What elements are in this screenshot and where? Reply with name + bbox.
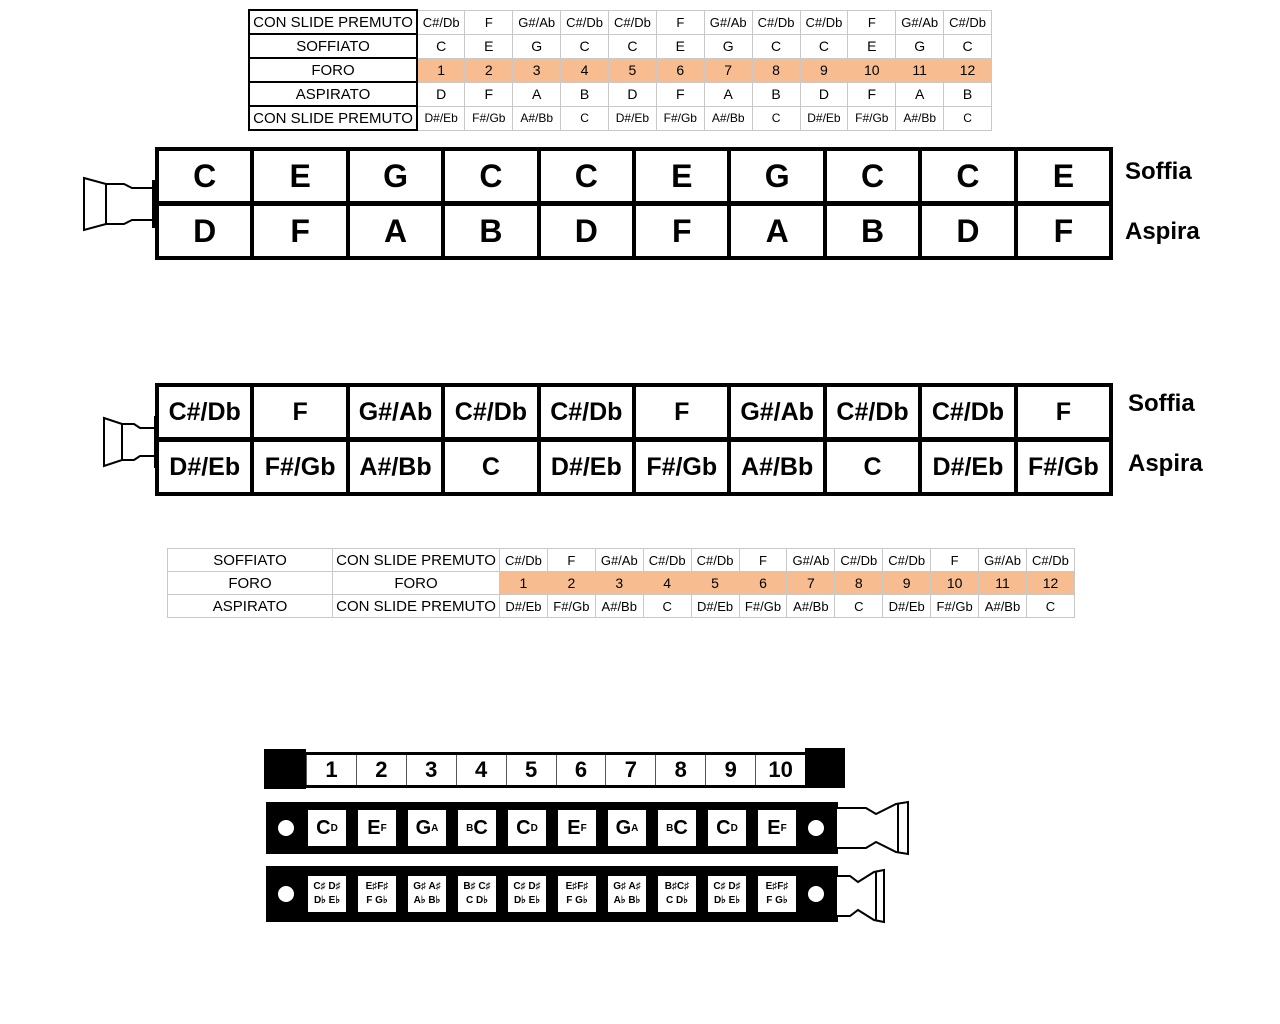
row-label: ASPIRATO (168, 595, 333, 618)
row-label: CON SLIDE PREMUTO (249, 10, 417, 34)
hole-number-row (249, 58, 992, 82)
hole-number: 8 (835, 572, 883, 595)
note-cell: F (656, 82, 704, 106)
note-cell: G#/Ab (979, 549, 1027, 572)
blow-note: E (250, 151, 345, 201)
draw-note: F#/Gb (632, 442, 727, 492)
slide-blow-row (168, 549, 1075, 572)
note-cell: A#/Bb (979, 595, 1027, 618)
draw-label: Aspira (1125, 218, 1200, 245)
note-cell: C (561, 106, 609, 130)
note-cell: G (896, 34, 944, 58)
note-cell: G (513, 34, 561, 58)
screw-icon (808, 886, 824, 902)
hole-notes: G A (408, 810, 446, 846)
note-cell: C#/Db (752, 10, 800, 34)
draw-note: F#/Gb (1014, 442, 1109, 492)
draw-note: A#/Bb (346, 442, 441, 492)
hole-number: 10 (931, 572, 979, 595)
hole-notes: E♯F♯ F G♭ (358, 876, 396, 912)
hole-number: 5 (691, 572, 739, 595)
draw-label: Aspira (1128, 450, 1203, 477)
hole-number: 10 (755, 755, 805, 785)
note-cell: D (800, 82, 848, 106)
note-cell: F (739, 549, 787, 572)
slide-draw-row (249, 106, 992, 130)
note-cell: F (656, 10, 704, 34)
note-cell: C#/Db (800, 10, 848, 34)
note-cell: C#/Db (643, 549, 691, 572)
slide-button-icon (836, 800, 912, 856)
row-label: CON SLIDE PREMUTO (333, 549, 500, 572)
hole-number: 4 (643, 572, 691, 595)
note-cell: C#/Db (691, 549, 739, 572)
blow-note: E (632, 151, 727, 201)
hole-notes: B C (658, 810, 696, 846)
note-cell: F#/Gb (547, 595, 595, 618)
blow-label: Soffia (1128, 390, 1195, 417)
blow-notes-row (159, 151, 1109, 201)
hole-notes: G A (608, 810, 646, 846)
note-cell: C#/Db (883, 549, 931, 572)
hole-number: 1 (417, 58, 465, 82)
note-cell: G#/Ab (787, 549, 835, 572)
draw-note: A#/Bb (727, 442, 822, 492)
hole-notes: C D (308, 810, 346, 846)
hole-notes: G♯ A♯ A♭ B♭ (608, 876, 646, 912)
hole-number: 7 (787, 572, 835, 595)
row-label: CON SLIDE PREMUTO (333, 595, 500, 618)
note-cell: G (704, 34, 752, 58)
draw-note: D#/Eb (169, 452, 241, 481)
hole-number: 6 (656, 58, 704, 82)
hole-notes: C♯ D♯ D♭ E♭ (308, 876, 346, 912)
hole-notes: E F (558, 810, 596, 846)
note-cell: A#/Bb (595, 595, 643, 618)
draw-note: C (441, 442, 536, 492)
note-cell: C (944, 106, 992, 130)
hole-number: 9 (800, 58, 848, 82)
draw-note: B (823, 206, 918, 256)
draw-note: B (441, 206, 536, 256)
blow-note: C (441, 151, 536, 201)
blow-note: C#/Db (918, 387, 1013, 437)
note-cell: F#/Gb (931, 595, 979, 618)
hole-number: 5 (506, 755, 556, 785)
hole-number: 1 (306, 755, 356, 785)
hole-notes: C D (708, 810, 746, 846)
hole-number: 8 (655, 755, 705, 785)
blow-notes-row (159, 387, 1109, 437)
note-cell: F (547, 549, 595, 572)
note-cell: D (609, 82, 657, 106)
draw-note: F#/Gb (250, 442, 345, 492)
note-cell: D#/Eb (500, 595, 548, 618)
hole-number: 2 (547, 572, 595, 595)
note-cell: F (465, 82, 513, 106)
note-cell: F (931, 549, 979, 572)
note-cell: C (944, 34, 992, 58)
blow-note: E (1014, 151, 1109, 201)
draw-note: D (918, 206, 1013, 256)
note-cell: E (848, 34, 896, 58)
hole-notes: C♯ D♯ D♭ E♭ (508, 876, 546, 912)
row-label: FORO (168, 572, 333, 595)
hole-number: 7 (605, 755, 655, 785)
blow-note: C (193, 157, 217, 194)
hole-number-strip (306, 752, 805, 788)
row-label: ASPIRATO (249, 82, 417, 106)
row-label: FORO (249, 58, 417, 82)
hole-number: 11 (979, 572, 1027, 595)
hole-notes: E♯F♯ F G♭ (558, 876, 596, 912)
top-note-table (248, 9, 992, 131)
blow-note: G#/Ab (727, 387, 822, 437)
note-cell: C#/Db (417, 10, 465, 34)
note-cell: D#/Eb (609, 106, 657, 130)
hole-number: 4 (456, 755, 506, 785)
mouthpiece-icon (100, 412, 162, 472)
hole-number: 8 (752, 58, 800, 82)
note-cell: A (896, 82, 944, 106)
harmonica-slide-diagram (155, 383, 1113, 496)
row-label: SOFFIATO (249, 34, 417, 58)
note-cell: D#/Eb (417, 106, 465, 130)
note-cell: A#/Bb (513, 106, 561, 130)
note-cell: C#/Db (1026, 549, 1074, 572)
draw-row (249, 82, 992, 106)
hole-number-row (168, 572, 1075, 595)
note-cell: B (752, 82, 800, 106)
blow-note: C#/Db (441, 387, 536, 437)
hole-number: 1 (500, 572, 548, 595)
blow-note: F (1014, 387, 1109, 437)
note-cell: A (513, 82, 561, 106)
slide-blow-row (249, 10, 992, 34)
hole-number: 3 (513, 58, 561, 82)
draw-note: F (1014, 206, 1109, 256)
note-cell: G#/Ab (896, 10, 944, 34)
hole-notes: E♯F♯ F G♭ (758, 876, 796, 912)
draw-note: A (346, 206, 441, 256)
hole-number: 5 (609, 58, 657, 82)
blow-note: C (823, 151, 918, 201)
hole-notes: C♯ D♯ D♭ E♭ (708, 876, 746, 912)
note-cell: F (465, 10, 513, 34)
note-cell: B (944, 82, 992, 106)
draw-note: F (250, 206, 345, 256)
note-cell: E (656, 34, 704, 58)
blow-note: F (632, 387, 727, 437)
note-cell: G#/Ab (513, 10, 561, 34)
draw-note: D#/Eb (537, 442, 632, 492)
slide-button-pressed-icon (836, 866, 888, 924)
note-cell: D#/Eb (691, 595, 739, 618)
note-cell: C#/Db (944, 10, 992, 34)
note-cell: C#/Db (835, 549, 883, 572)
slide-draw-row (168, 595, 1075, 618)
note-cell: A#/Bb (787, 595, 835, 618)
harmonica-natural-body (266, 802, 838, 854)
hole-number: 6 (556, 755, 606, 785)
note-cell: C (1026, 595, 1074, 618)
harmonica-slide-body (266, 866, 838, 922)
blow-label: Soffia (1125, 158, 1192, 185)
note-cell: C#/Db (609, 10, 657, 34)
note-cell: A (704, 82, 752, 106)
harmonica-natural-diagram (155, 147, 1113, 260)
note-cell: C#/Db (500, 549, 548, 572)
end-cap-left (264, 749, 306, 789)
blow-note: G (727, 151, 822, 201)
draw-notes-row (159, 201, 1109, 256)
screw-icon (808, 820, 824, 836)
draw-note: D#/Eb (918, 442, 1013, 492)
hole-number: 6 (739, 572, 787, 595)
row-label: FORO (333, 572, 500, 595)
note-cell: F (848, 10, 896, 34)
blow-note: C#/Db (168, 397, 241, 426)
note-cell: F#/Gb (848, 106, 896, 130)
hole-number: 10 (848, 58, 896, 82)
hole-number: 3 (595, 572, 643, 595)
note-cell: F#/Gb (465, 106, 513, 130)
note-cell: C (800, 34, 848, 58)
draw-note: D (193, 212, 217, 249)
note-cell: G#/Ab (595, 549, 643, 572)
note-cell: D#/Eb (800, 106, 848, 130)
draw-notes-row (159, 437, 1109, 492)
hole-number: 4 (561, 58, 609, 82)
note-cell: A#/Bb (896, 106, 944, 130)
note-cell: C (835, 595, 883, 618)
blow-note: C (918, 151, 1013, 201)
note-cell: C (561, 34, 609, 58)
hole-notes: E F (358, 810, 396, 846)
blow-row (249, 34, 992, 58)
hole-number: 2 (465, 58, 513, 82)
note-cell: F#/Gb (656, 106, 704, 130)
note-cell: C (752, 106, 800, 130)
note-cell: C (643, 595, 691, 618)
blow-note: C#/Db (537, 387, 632, 437)
hole-notes: G♯ A♯ A♭ B♭ (408, 876, 446, 912)
hole-number: 2 (356, 755, 406, 785)
hole-notes: B♯C♯ C D♭ (658, 876, 696, 912)
hole-notes: E F (758, 810, 796, 846)
draw-note: F (632, 206, 727, 256)
note-cell: C (752, 34, 800, 58)
blow-note: C (537, 151, 632, 201)
hole-number: 9 (883, 572, 931, 595)
note-cell: C (417, 34, 465, 58)
note-cell: F (848, 82, 896, 106)
hole-notes: B C (458, 810, 496, 846)
hole-notes: B♯ C♯ C D♭ (458, 876, 496, 912)
hole-number: 12 (944, 58, 992, 82)
screw-icon (278, 820, 294, 836)
hole-number: 7 (704, 58, 752, 82)
note-cell: C#/Db (561, 10, 609, 34)
end-cap-right (805, 748, 845, 788)
screw-icon (278, 886, 294, 902)
blow-note: F (250, 387, 345, 437)
note-cell: D (417, 82, 465, 106)
draw-note: C (823, 442, 918, 492)
row-label: SOFFIATO (168, 549, 333, 572)
blow-note: G#/Ab (346, 387, 441, 437)
hole-number: 9 (705, 755, 755, 785)
hole-notes: C D (508, 810, 546, 846)
draw-note: D (537, 206, 632, 256)
bottom-note-table (167, 548, 1075, 618)
note-cell: D#/Eb (883, 595, 931, 618)
note-cell: E (465, 34, 513, 58)
mouthpiece-icon (80, 174, 160, 234)
row-label: CON SLIDE PREMUTO (249, 106, 417, 130)
blow-note: G (346, 151, 441, 201)
note-cell: A#/Bb (704, 106, 752, 130)
hole-number: 11 (896, 58, 944, 82)
note-cell: C (609, 34, 657, 58)
note-cell: B (561, 82, 609, 106)
draw-note: A (727, 206, 822, 256)
note-cell: G#/Ab (704, 10, 752, 34)
blow-note: C#/Db (823, 387, 918, 437)
hole-number: 3 (406, 755, 456, 785)
note-cell: F#/Gb (739, 595, 787, 618)
hole-number: 12 (1026, 572, 1074, 595)
